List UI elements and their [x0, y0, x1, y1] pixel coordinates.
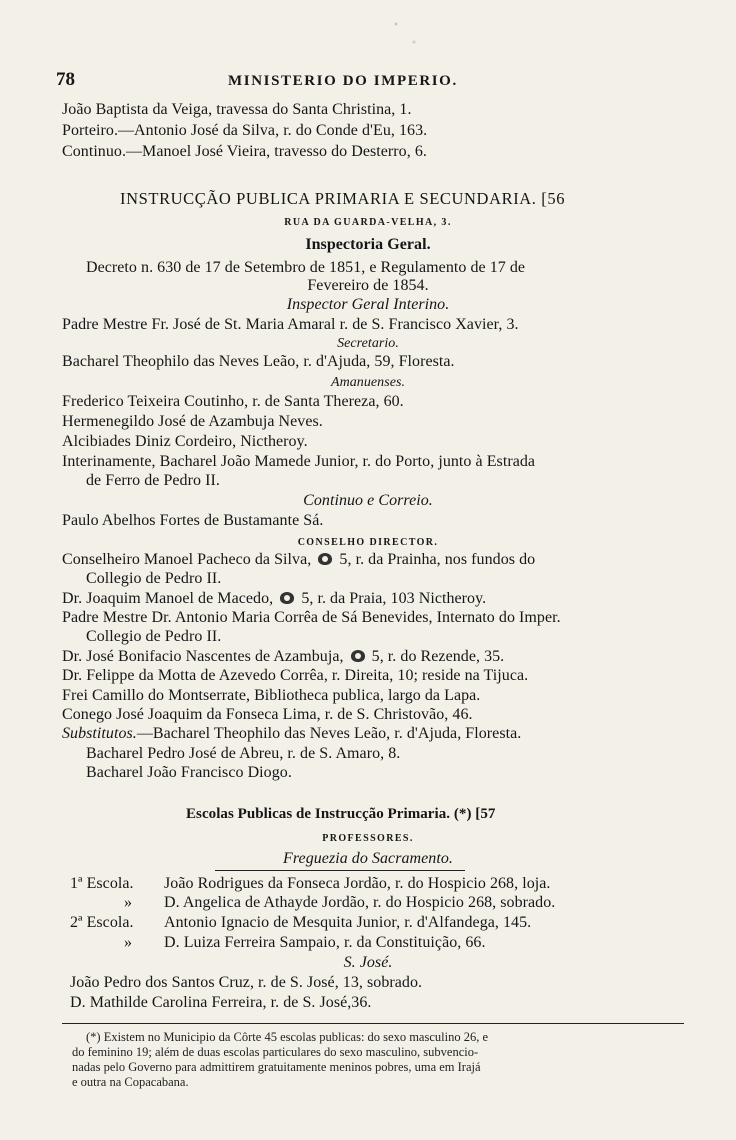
conselho-member-1-address: 5, r. da Prainha, nos fundos do: [339, 551, 536, 568]
amanuense-4-cont: de Ferro de Pedro II.: [86, 472, 220, 489]
ink-bleed-marks: [378, 0, 438, 60]
conselho-member-5: Dr. Felippe da Motta de Azevedo Corrêa, r. Direita, 10; reside na Tijuca.: [62, 667, 529, 684]
amanuense-3: Alcibiades Diniz Cordeiro, Nictheroy.: [62, 433, 308, 450]
continuo-entry: Paulo Abelhos Fortes de Bustamante Sá.: [62, 512, 324, 529]
freguezia-sacramento-label: Freguezia do Sacramento.: [283, 850, 453, 867]
conselho-member-2-name: Dr. Joaquim Manoel de Macedo,: [62, 590, 274, 607]
section-address: RUA DA GUARDA-VELHA, 3.: [284, 217, 452, 228]
conselho-member-3: Padre Mestre Dr. Antonio Maria Corrêa de Sá Benevides, Internato do Imper.: [62, 609, 561, 626]
footnote-line-1: (*) Existem no Municipio da Côrte 45 escolas publicas: do sexo masculino 26, e: [86, 1030, 489, 1044]
running-title: MINISTERIO DO IMPERIO.: [228, 73, 458, 89]
escola-2-professora: D. Luiza Ferreira Sampaio, r. da Constituição, 66.: [164, 934, 486, 951]
footnote-rule: [62, 1023, 684, 1024]
inspectoria-heading: Inspectoria Geral.: [305, 236, 431, 253]
escola-1-professora: D. Angelica de Athayde Jordão, r. do Hospicio 268, sobrado.: [164, 894, 556, 911]
substitutos-first: —Bacharel Theophilo das Neves Leão, r. d'Ajuda, Floresta.: [136, 725, 522, 742]
footnote-line-3: nadas pelo Governo para admittirem gratuitamente meninos pobres, uma em Irajá: [72, 1060, 481, 1074]
substitutos-label: Substitutos.: [62, 725, 137, 742]
professores-label: PROFESSORES.: [322, 833, 414, 844]
inspector-entry: Padre Mestre Fr. José de St. Maria Amaral r. de S. Francisco Xavier, 3.: [62, 316, 519, 333]
escola-2-professor: Antonio Ignacio de Mesquita Junior, r. d'Alfandega, 145.: [164, 914, 532, 931]
section-heading-instrucao: INSTRUCÇÃO PUBLICA PRIMARIA E SECUNDARIA. [56: [120, 189, 566, 208]
substituto-2: Bacharel Pedro José de Abreu, r. de S. Amaro, 8.: [86, 745, 401, 762]
escola-1-ditto: »: [124, 894, 133, 911]
conselho-member-1-name: Conselheiro Manoel Pacheco da Silva,: [62, 551, 312, 568]
decree-line-2: Fevereiro de 1854.: [307, 277, 429, 294]
conselho-member-7: Conego José Joaquim da Fonseca Lima, r. de S. Christovão, 46.: [62, 706, 473, 723]
sao-jose-professora: D. Mathilde Carolina Ferreira, r. de S. José,36.: [70, 994, 372, 1011]
conselho-member-4-address: 5, r. do Rezende, 35.: [371, 648, 505, 665]
conselho-member-1: [62, 550, 535, 570]
amanuense-1: Frederico Teixeira Coutinho, r. de Santa Thereza, 60.: [62, 393, 404, 410]
freguezia-sao-jose-label: S. José.: [343, 954, 393, 971]
conselho-member-2-address: 5, r. da Praia, 103 Nictheroy.: [301, 590, 487, 607]
footnote-line-4: e outra na Copacabana.: [72, 1075, 189, 1089]
escola-1-label: 1ª Escola.: [70, 875, 134, 892]
entry-continuo: Continuo.—Manoel José Vieira, travesso do Desterro, 6.: [62, 143, 427, 160]
conselho-member-4-name: Dr. José Bonifacio Nascentes de Azambuja,: [62, 648, 344, 665]
page-number: 78: [56, 69, 76, 90]
conselho-member-1-cont: Collegio de Pedro II.: [86, 570, 222, 587]
inspector-label: Inspector Geral Interino.: [286, 296, 450, 313]
entry-joao-baptista: João Baptista da Veiga, travessa do Santa Christina, 1.: [62, 101, 412, 118]
order-insignia-icon: [351, 650, 365, 662]
escola-1-professor: João Rodrigues da Fonseca Jordão, r. do Hospicio 268, loja.: [164, 875, 551, 892]
conselho-member-6: Frei Camillo do Montserrate, Bibliotheca publica, largo da Lapa.: [62, 687, 481, 704]
entry-porteiro: Porteiro.—Antonio José da Silva, r. do Conde d'Eu, 163.: [62, 122, 428, 139]
continuo-label: Continuo e Correio.: [303, 492, 433, 509]
sao-jose-professor: João Pedro dos Santos Cruz, r. de S. José, 13, sobrado.: [70, 974, 423, 991]
decree-line-1: Decreto n. 630 de 17 de Setembro de 1851, e Regulamento de 17 de: [86, 259, 526, 276]
substitutos-line: [62, 724, 521, 744]
escola-2-label: 2ª Escola.: [70, 914, 134, 931]
order-insignia-icon: [280, 592, 294, 604]
conselho-member-3-cont: Collegio de Pedro II.: [86, 628, 222, 645]
order-insignia-icon: [318, 553, 332, 565]
amanuense-4: Interinamente, Bacharel João Mamede Junior, r. do Porto, junto à Estrada: [62, 453, 536, 470]
secretario-entry: Bacharel Theophilo das Neves Leão, r. d'Ajuda, 59, Floresta.: [62, 353, 455, 370]
conselho-label: CONSELHO DIRECTOR.: [297, 537, 439, 548]
substituto-3: Bacharel João Francisco Diogo.: [86, 764, 292, 781]
divider-short: [215, 870, 465, 871]
escola-2-ditto: »: [124, 934, 133, 951]
amanuense-2: Hermenegildo José de Azambuja Neves.: [62, 413, 323, 430]
conselho-member-4: [62, 647, 504, 667]
footnote-line-2: do feminino 19; além de duas escolas particulares do sexo masculino, subvencio-: [72, 1045, 479, 1059]
section-heading-escolas: Escolas Publicas de Instrucção Primaria. (*) [57: [186, 806, 496, 822]
amanuenses-label: Amanuenses.: [330, 375, 406, 390]
secretario-label: Secretario.: [337, 336, 399, 351]
conselho-member-2: [62, 589, 486, 609]
